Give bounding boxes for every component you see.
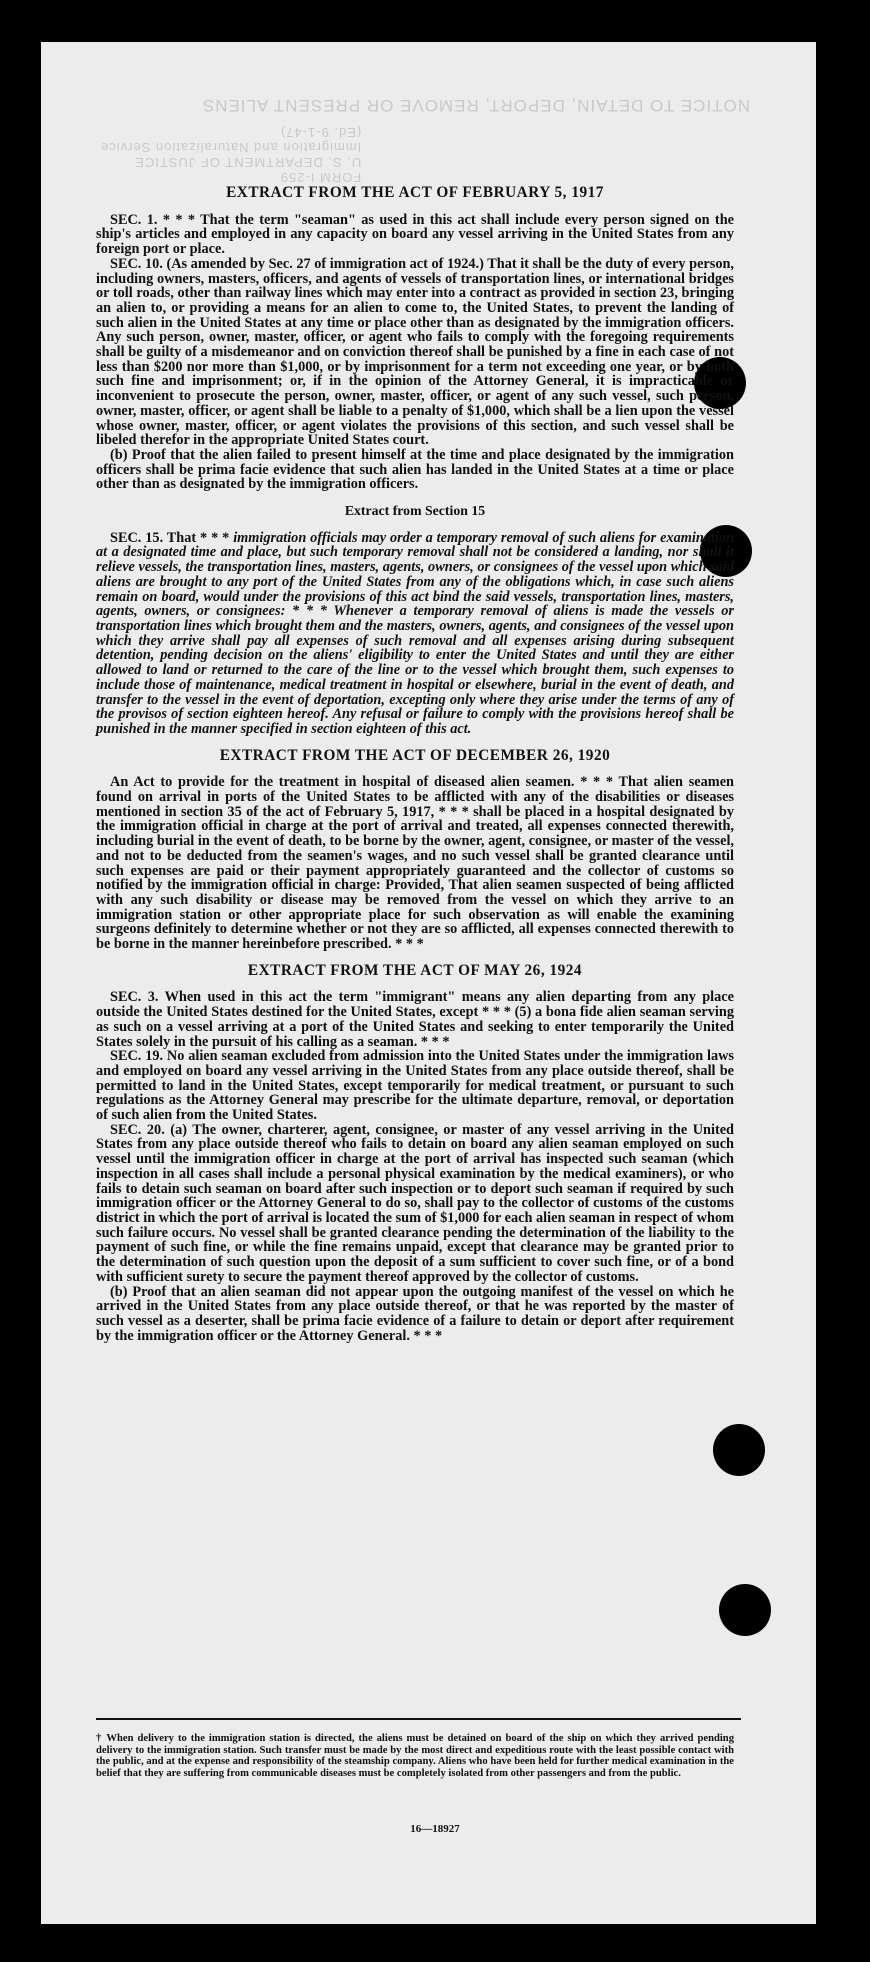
paragraph-sec-20-a: SEC. 20. (a) The owner, charterer, agent, consignee, or master of any vessel arriving in the United States from any place outside thereof who fails to detain on board any alien seaman employed on such vessel until the immigration officer in charge at the port of arrival has inspected such seaman (which inspection in all cases shall include a personal physical examination by the medical examiners), or who fails to detain such seaman on board after such inspection or to deport such seaman if required by such immigration officer or the Attorney General to do so, shall pay to the collector of customs of the customs district in which the port of arrival is located the sum of $1,000 for each alien seaman in respect of whom such failure occurs. No vessel shall be granted clearance pending the determination of the liability to the payment of such fine, or while the fine remains unpaid, except that clearance may be granted prior to the determination of such question upon the deposit of a sum sufficient to cover such fine, or of a bond with sufficient surety to secure the payment thereof approved by the collector of customs. (96, 1121, 734, 1285)
paragraph-act-1920: An Act to provide for the treatment in hospital of diseased alien seamen. * * * That alien seamen found on arrival in ports of the United States to be afflicted with any of the disabilities or diseases mentioned in section 35 of the act of February 5, 1917, * * * shall be placed in a hospital designated by the immigration official in charge at the port of arrival and treated, all expenses connected therewith, including burial in the event of death, to be borne by the owner, agent, consignee, or master of the vessel, and not to be deducted from the seamen's wages, and no such vessel shall be granted clearance until such expenses are paid or their payment appropriately guaranteed and the collector of customs so notified by the immigration official in charge: Provided, That alien seamen suspected of being afflicted with any such disability or disease may be removed from the vessel on which they arrive to an immigration station or other appropriate place for such observation as will enable the examining surgeons definitely to determine whether or not they are so afflicted, all expenses connected therewith to be borne in the manner hereinbefore prescribed. * * * (96, 774, 734, 953)
heading-section-15: Extract from Section 15 (344, 503, 486, 519)
form-number: 16—18927 (410, 1823, 460, 1835)
heading-act-1917: EXTRACT FROM THE ACT OF FEBRUARY 5, 1917 (226, 184, 604, 201)
heading-act-1920: EXTRACT FROM THE ACT OF DECEMBER 26, 1920 (219, 746, 611, 764)
document-body (96, 186, 734, 1343)
paragraph-sec-1: SEC. 1. * * * That the term "seaman" as used in this act shall include every person signed on the ship's articles and employed in any capacity on board any vessel arriving in the United States from any foreign port or place. (96, 211, 734, 258)
punch-hole-4 (719, 1584, 771, 1636)
paragraph-sec-20-b: (b) Proof that an alien seaman did not appear upon the outgoing manifest of the vessel on which he arrived in the United States from any place outside thereof, or that he was reported by the master of such vessel as a deserter, shall be prima facie evidence of a failure to detain or deport after requirement by the immigration officer or the Attorney General. * * * (96, 1283, 734, 1344)
sec-15-italic: immigration officials may order a temporary removal of such aliens for examination at a designated time and place, but such temporary removal shall not be considered a landing, nor shall it relieve vessels, the transportation lines, masters, agents, owners, or consignees of the vessel upon which said aliens are brought to any port of the United States from any of the obligations which, in case such aliens remain on board, would under the provisions of this act bind the said vessels, transportation lines, masters, agents, owners, or consignees: * * * Whenever a temporary removal of aliens is made the vessels or transportation lines which brought them and the masters, owners, agents, and consignees of the vessel upon which they arrive shall pay all expenses of such removal and all expenses arising during subsequent detention, pending decision on the aliens' eligibility to enter the United States and until they are either allowed to land or returned to the care of the line or to the vessel which brought them, such expenses to include those of maintenance, medical treatment in hospital or elsewhere, burial in the event of death, and transfer to the vessel in the event of deportation, excepting only where they arise under the terms of any of the provisos of section eighteen hereof. Any refusal or failure to comply with the provisions hereof shall be punished in the manner specified in section eighteen of this act. (96, 529, 734, 737)
paragraph-sec-10: SEC. 10. (As amended by Sec. 27 of immigration act of 1924.) That it shall be the duty of every person, including owners, masters, officers, and agents of vessels of transportation lines, or international bridges or toll roads, other than railway lines which may enter into a contract as provided in section 23, bringing an alien to, or providing a means for an alien to come to, the United States, to prevent the landing of such alien in the United States at any time or place other than as designated by the immigration officers. Any such person, owner, master, officer, or agent who fails to comply with the foregoing requirements shall be guilty of a misdemeanor and on conviction thereof shall be punished by a fine in each case of not less than $200 nor more than $1,000, or by imprisonment for a term not exceeding one year, or by both such fine and imprisonment; or, if in the opinion of the Attorney General, it is impracticable or inconvenient to prosecute the person, owner, master, officer, or agent of any such vessel, such person, owner, master, officer, or agent shall be liable to a penalty of $1,000, which shall be a lien upon the vessel whose owner, master, officer, or agent violates the provisions of this section, and such vessel shall be libeled therefor in the appropriate United States court. (96, 255, 734, 449)
footnote: † When delivery to the immigration station is directed, the aliens must be detained on board of the ship on which they arrived pending delivery to the immigration station. Such transfer must be made by the most direct and expeditious route with the least possible contact with the public, and at the expense and responsibility of the steamship company. Aliens who have been held for further medical examination in the belief that they are suffering from communicable diseases must be completely isolated from other passengers and from the public. (96, 1733, 734, 1779)
sec-15-lead: SEC. 15. That * * * (110, 529, 230, 546)
paragraph-sec-15 (96, 531, 734, 737)
punch-hole-3 (713, 1424, 765, 1476)
heading-act-1924: EXTRACT FROM THE ACT OF MAY 26, 1924 (247, 961, 583, 979)
paragraph-sec-19: SEC. 19. No alien seaman excluded from admission into the United States under the immigration laws and employed on board any vessel arriving in the United States from any place outside thereof, shall be permitted to land in the United States, except temporarily for medical treatment, or pursuant to such regulations as the Attorney General may prescribe for the ultimate departure, removal, or deportation of such alien from the United States. (96, 1048, 734, 1124)
paragraph-sec-10-b: (b) Proof that the alien failed to present himself at the time and place designated by the immigration officers shall be prima facie evidence that such alien has landed in the United States at a time or place other than as designated by the immigration officers. (96, 446, 734, 493)
paragraph-sec-3: SEC. 3. When used in this act the term "immigrant" means any alien departing from any place outside the United States destined for the United States, except * * * (5) a bona fide alien seaman serving as such on a vessel arriving at a port of the United States and seeking to enter temporarily the United States solely in the pursuit of his calling as a seaman. * * * (96, 989, 734, 1050)
show-through-text: FORM I-259 U. S. DEPARTMENT OF JUSTICE Immigration and Naturalization Service (Ed. 9-1-47) NOTICE TO DETAIN, DEPORT, REMOVE OR PRESENT ALIENS (100, 96, 750, 185)
footnote-divider (96, 1718, 741, 1720)
